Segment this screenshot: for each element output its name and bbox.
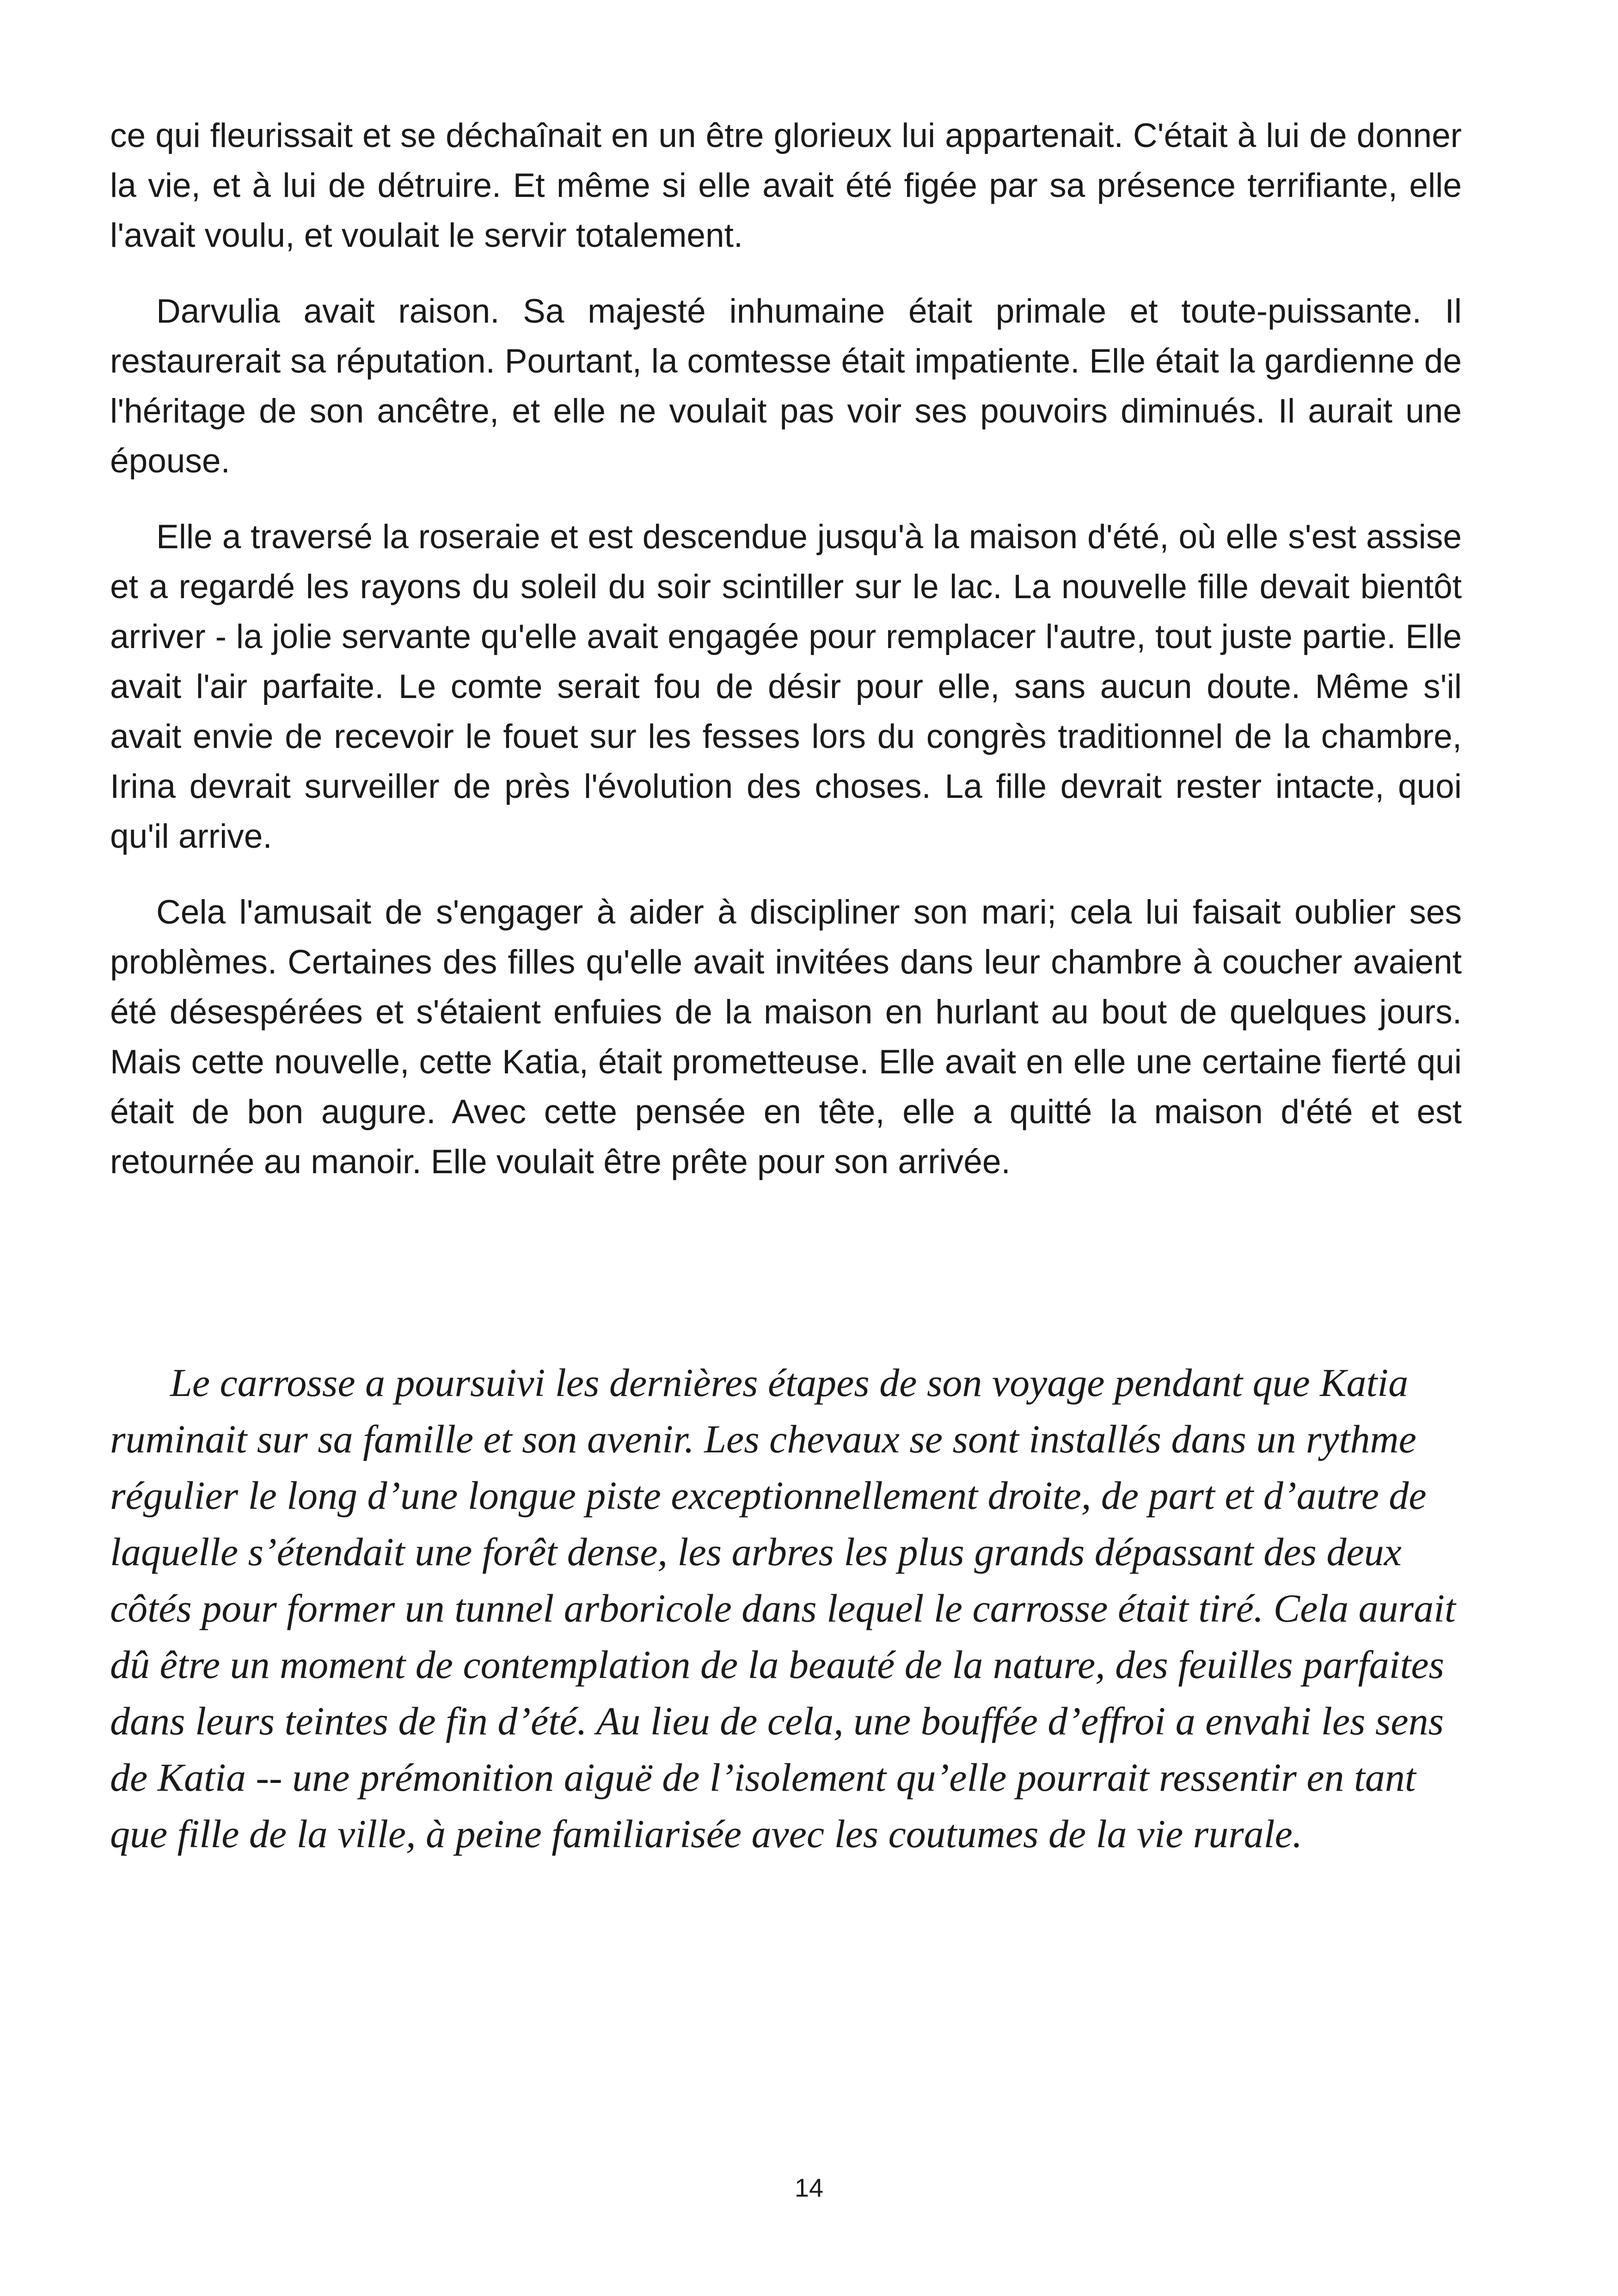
italic-paragraph: Le carrosse a poursuivi les dernières étapes de son voyage pendant que Katia ruminait sur sa famille et son avenir. Les chevaux se sont installés dans un rythme régulier le long d’une longue piste exceptionnellement droite, de part et d’autre de laquelle s’étendait une forêt dense, les arbres les plus grands dépassant des deux côtés pour former un tunnel arboricole dans lequel le carrosse était tiré. Cela aurait dû être un moment de contemplation de la beauté de la nature, des feuilles parfaites dans leurs teintes de fin d’été. Au lieu de cela, une bouffée d’effroi a envahi les sens de Katia -- une prémonition aiguë de l’isolement qu’elle pourrait ressentir en tant que fille de la ville, à peine familiarisée avec les coutumes de la vie rurale. bbox=[110, 1360, 1456, 1856]
page-number: 14 bbox=[794, 2173, 824, 2202]
paragraph-2: Darvulia avait raison. Sa majesté inhumaine était primale et toute-puissante. Il restaurerait sa réputation. Pourtant, la comtesse était impatiente. Elle était la gardienne de l'héritage de son ancêtre, et elle ne voulait pas voir ses pouvoirs diminués. Il aurait une épouse. bbox=[110, 293, 1462, 480]
paragraph-3: Elle a traversé la roseraie et est descendue jusqu'à la maison d'été, où elle s'est assise et a regardé les rayons du soleil du soir scintiller sur le lac. La nouvelle fille devait bientôt arriver - la jolie servante qu'elle avait engagée pour remplacer l'autre, tout juste partie. Elle avait l'air parfaite. Le comte serait fou de désir pour elle, sans aucun doute. Même s'il avait envie de recevoir le fouet sur les fesses lors du congrès traditionnel de la chambre, Irina devrait surveiller de près l'évolution des choses. La fille devrait rester intacte, quoi qu'il arrive. bbox=[110, 518, 1462, 855]
paragraph-1: ce qui fleurissait et se déchaînait en un être glorieux lui appartenait. C'était à lui de donner la vie, et à lui de détruire. Et même si elle avait été figée par sa présence terrifiante, elle l'avait voulu, et voulait le servir totalement. bbox=[110, 117, 1462, 254]
body-text bbox=[110, 111, 1462, 1213]
paragraph-4: Cela l'amusait de s'engager à aider à discipliner son mari; cela lui faisait oublier ses problèmes. Certaines des filles qu'elle avait invitées dans leur chambre à coucher avaient été désespérées et s'étaient enfuies de la maison en hurlant au bout de quelques jours. Mais cette nouvelle, cette Katia, était prometteuse. Elle avait en elle une certaine fierté qui était de bon augure. Avec cette pensée en tête, elle a quitté la maison d'été et est retournée au manoir. Elle voulait être prête pour son arrivée. bbox=[110, 894, 1462, 1181]
